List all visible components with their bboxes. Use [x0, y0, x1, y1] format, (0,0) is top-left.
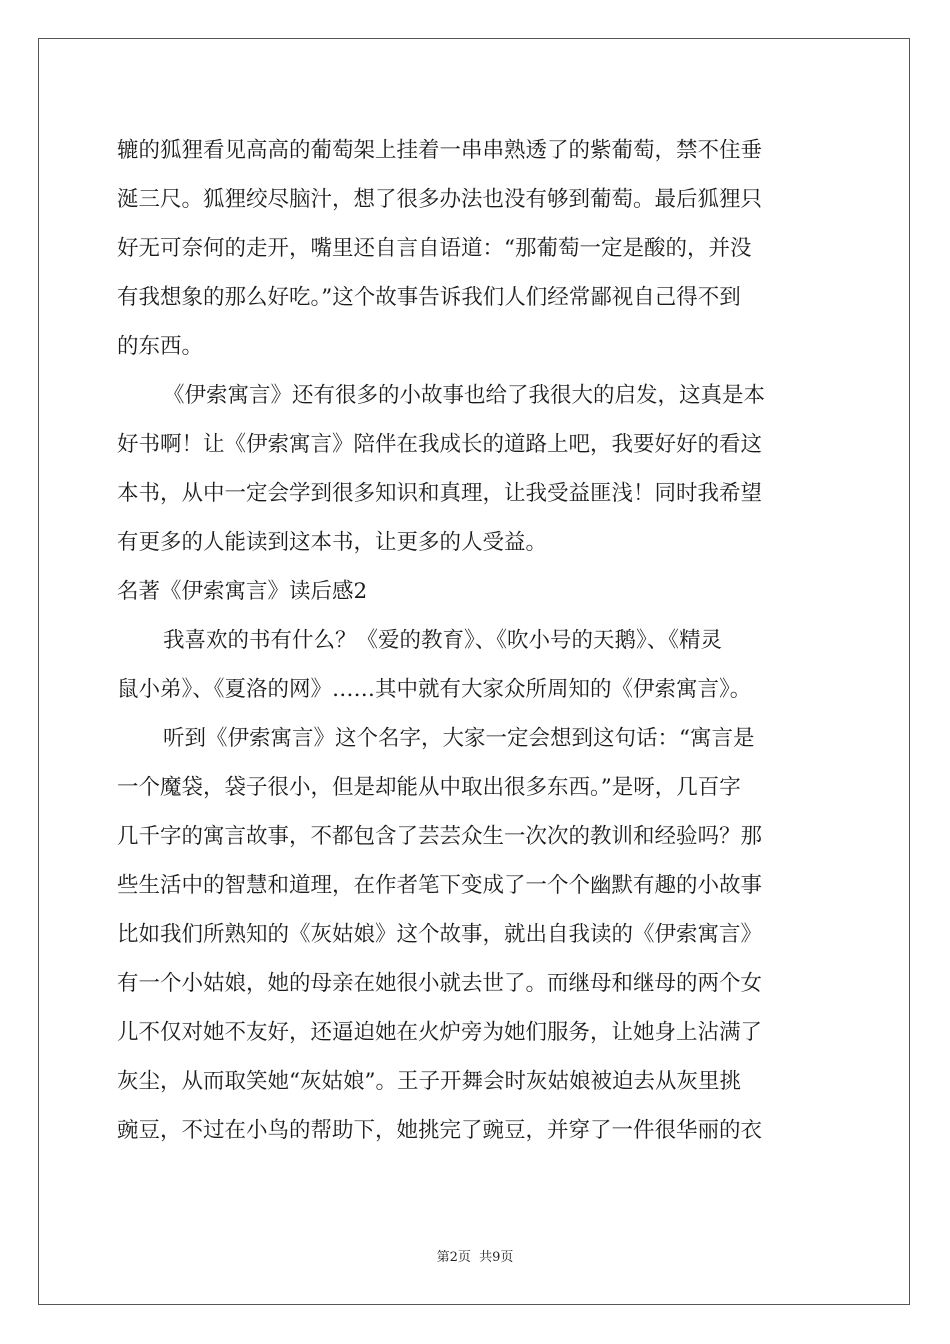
- text-line: 名著《伊索寓言》读后感2: [117, 579, 368, 604]
- paragraph: [117, 126, 857, 371]
- text-line: 有我想象的那么好吃。”这个故事告诉我们人们经常鄙视自己得不到: [117, 285, 741, 310]
- paragraph: [117, 714, 857, 1155]
- text-line: 辘的狐狸看见高高的葡萄架上挂着一串串熟透了的紫葡萄，禁不住垂: [117, 138, 763, 163]
- text-line: 几千字的寓言故事，不都包含了芸芸众生一次次的教训和经验吗？那: [117, 824, 763, 849]
- text-line: 儿不仅对她不友好，还逼迫她在火炉旁为她们服务，让她身上沾满了: [117, 1020, 763, 1045]
- text-line: 《伊索寓言》还有很多的小故事也给了我很大的启发，这真是本: [163, 383, 766, 408]
- text-line: 有更多的人能读到这本书，让更多的人受益。: [117, 530, 548, 555]
- text-line: 好无可奈何的走开，嘴里还自言自语道：“那葡萄一定是酸的，并没: [117, 236, 752, 261]
- page-footer: 第2页 共9页: [436, 1250, 514, 1265]
- text-line: 豌豆，不过在小鸟的帮助下，她挑完了豌豆，并穿了一件很华丽的衣: [117, 1118, 763, 1143]
- text-line: 有一个小姑娘，她的母亲在她很小就去世了。而继母和继母的两个女: [117, 971, 763, 996]
- text-line: 我喜欢的书有什么？《爱的教育》、《吹小号的天鹅》、《精灵: [163, 628, 723, 653]
- paragraph: [117, 371, 857, 567]
- text-line: 好书啊！让《伊索寓言》陪伴在我成长的道路上吧，我要好好的看这: [117, 432, 763, 457]
- text-line: 本书，从中一定会学到很多知识和真理，让我受益匪浅！同时我希望: [117, 481, 763, 506]
- text-line: 灰尘，从而取笑她“灰姑娘”。王子开舞会时灰姑娘被迫去从灰里挑: [117, 1069, 741, 1094]
- text-line: 听到《伊索寓言》这个名字，大家一定会想到这句话：“寓言是: [163, 726, 755, 751]
- text-line: 比如我们所熟知的《灰姑娘》这个故事，就出自我读的《伊索寓言》: [117, 922, 763, 947]
- document-body: [117, 126, 857, 1155]
- text-line: 鼠小弟》、《夏洛的网》……其中就有大家众所周知的《伊索寓言》。: [117, 677, 752, 702]
- paragraph: [117, 616, 857, 714]
- text-line: 些生活中的智慧和道理，在作者笔下变成了一个个幽默有趣的小故事: [117, 873, 763, 898]
- text-line: 一个魔袋，袋子很小，但是却能从中取出很多东西。”是呀，几百字: [117, 775, 741, 800]
- text-line: 的东西。: [117, 334, 204, 359]
- text-line: 涎三尺。狐狸绞尽脑汁，想了很多办法也没有够到葡萄。最后狐狸只: [117, 187, 763, 212]
- section-heading: [117, 567, 857, 616]
